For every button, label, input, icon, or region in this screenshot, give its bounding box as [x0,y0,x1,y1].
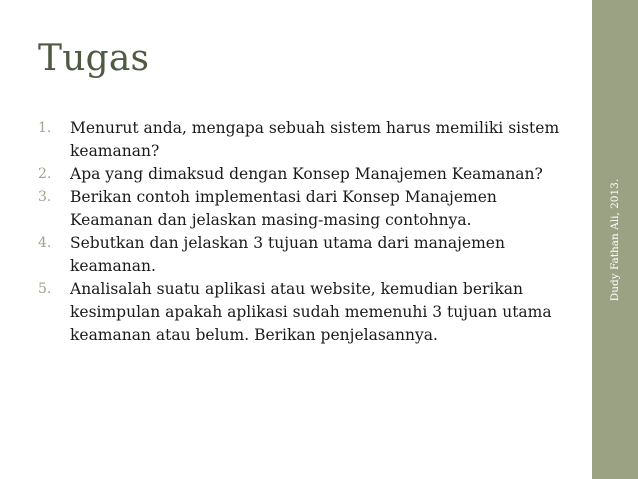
list-item [38,232,578,278]
list-number: 5. [38,281,52,297]
list-item [38,117,578,163]
list-number: 4. [38,235,52,251]
list-text: Sebutkan dan jelaskan 3 tujuan utama dari manajemen keamanan. [70,234,505,275]
list-item [38,186,578,232]
list-text: Berikan contoh implementasi dari Konsep Manajemen Keamanan dan jelaskan masing-masing contohnya. [70,188,497,229]
list-text: Menurut anda, mengapa sebuah sistem harus memiliki sistem keamanan? [70,119,560,160]
slide-title: Tugas [38,38,150,79]
list-text: Apa yang dimaksud dengan Konsep Manajemen Keamanan? [70,165,543,183]
list-number: 1. [38,120,52,136]
task-list [38,117,578,347]
list-text: Analisalah suatu aplikasi atau website, kemudian berikan kesimpulan apakah aplikasi sudah memenuhi 3 tujuan utama keamanan atau belum. Berikan penjelasannya. [70,280,552,344]
list-item [38,278,578,347]
sidebar-band [592,0,638,479]
list-number: 2. [38,166,52,182]
author-footer: Dudy Fathan Ali, 2013. [609,178,621,301]
list-number: 3. [38,189,52,205]
list-item [38,163,578,186]
